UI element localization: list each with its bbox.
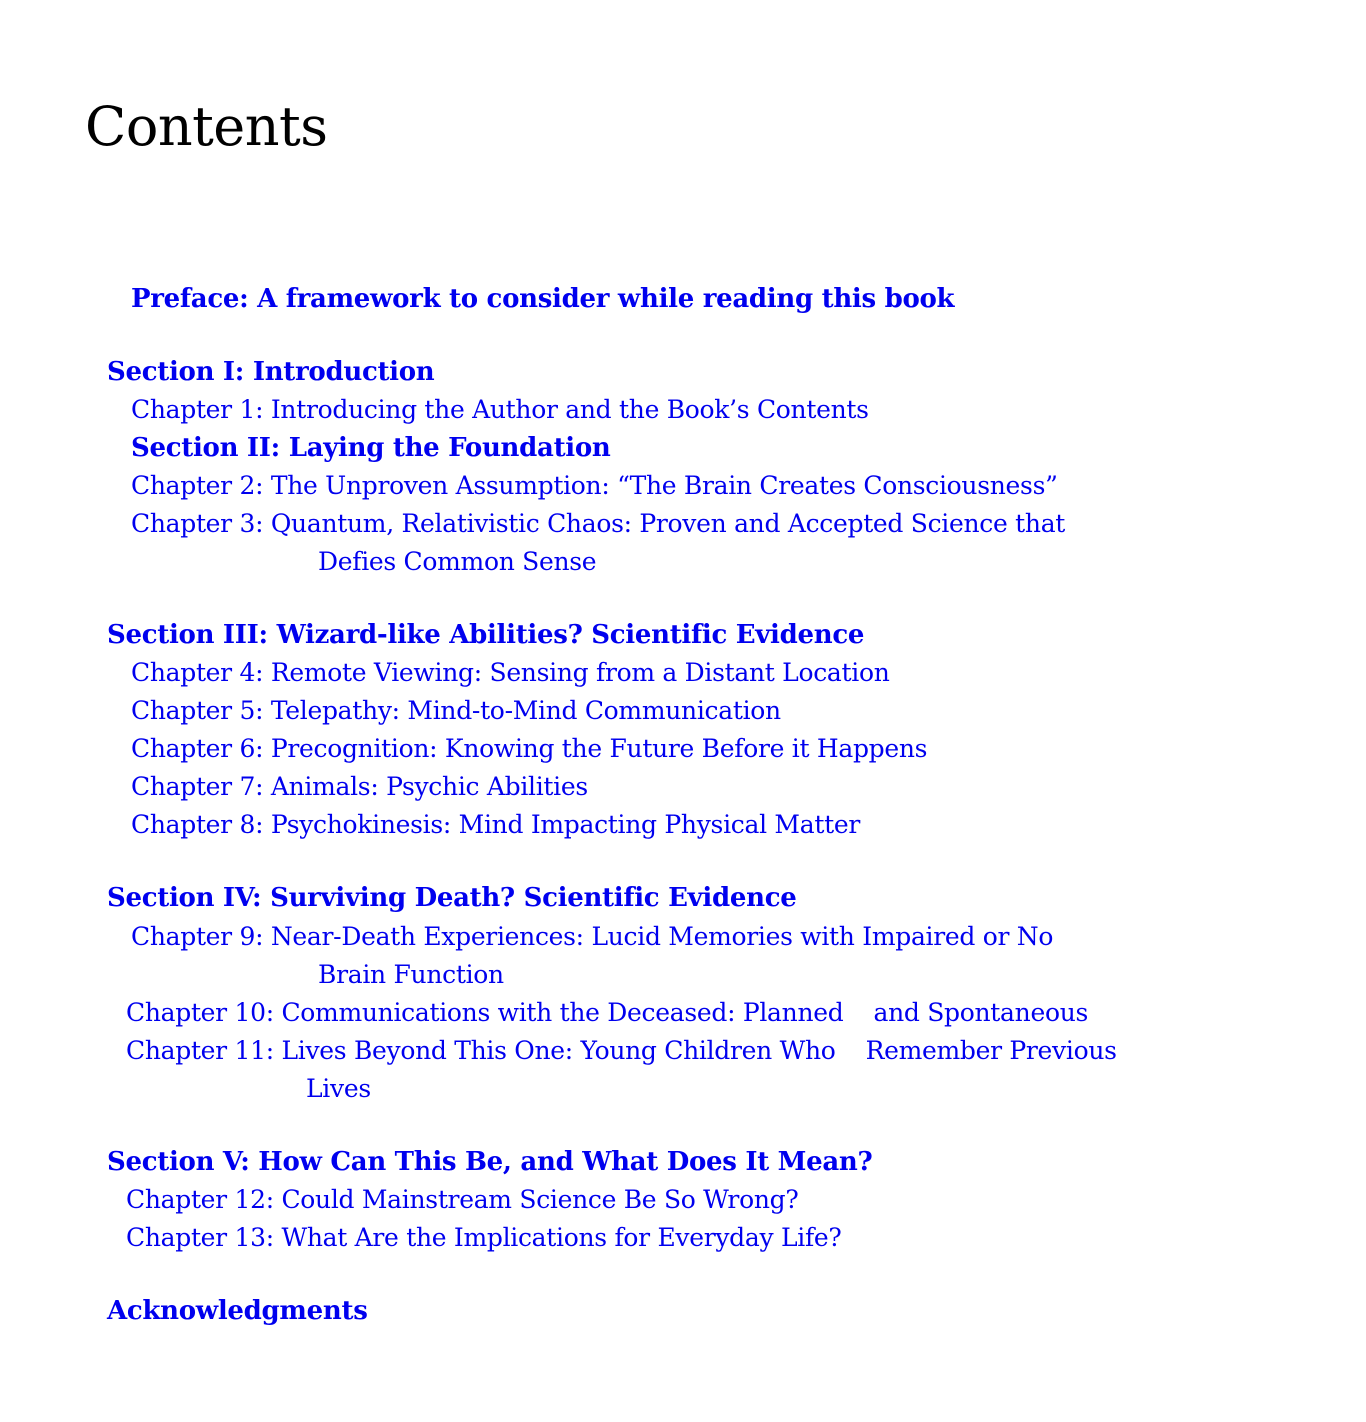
toc-link-chapter-3[interactable]: Chapter 3: Quantum, Relativistic Chaos: Proven and Accepted Science that [131,509,1066,538]
toc-link-chapter-6[interactable]: Chapter 6: Precognition: Knowing the Future Before it Happens [131,734,928,763]
toc-link-section-5[interactable]: Section V: How Can This Be, and What Does It Mean? [107,1147,873,1177]
toc-link-section-2[interactable]: Section II: Laying the Foundation [131,433,611,463]
toc-link-chapter-7[interactable]: Chapter 7: Animals: Psychic Abilities [131,772,588,801]
toc-link-chapter-5[interactable]: Chapter 5: Telepathy: Mind-to-Mind Communication [131,696,781,725]
toc-chapter-10-text-b: and Spontaneous [873,998,1089,1027]
toc-chapter-11-text-b: Remember Previous [865,1036,1117,1065]
toc-link-chapter-9[interactable]: Chapter 9: Near-Death Experiences: Lucid Memories with Impaired or No [131,922,1054,951]
toc-link-chapter-4[interactable]: Chapter 4: Remote Viewing: Sensing from a Distant Location [131,658,890,687]
toc-chapter-11-text-a: Chapter 11: Lives Beyond This One: Young Children Who [126,1036,836,1065]
toc-link-chapter-3-continued[interactable]: Defies Common Sense [318,547,597,576]
toc-link-chapter-11[interactable] [126,1036,1117,1066]
toc-link-chapter-1[interactable]: Chapter 1: Introducing the Author and the Book’s Contents [131,395,869,424]
toc-link-preface[interactable]: Preface: A framework to consider while reading this book [131,284,955,314]
toc-link-acknowledgments[interactable]: Acknowledgments [107,1296,368,1326]
toc-link-section-1[interactable]: Section I: Introduction [107,357,435,387]
toc-link-chapter-10[interactable] [126,998,1088,1028]
toc-link-chapter-8[interactable]: Chapter 8: Psychokinesis: Mind Impacting Physical Matter [131,810,860,839]
page-title: Contents [85,95,328,158]
toc-link-chapter-2[interactable]: Chapter 2: The Unproven Assumption: “The Brain Creates Consciousness” [131,471,1058,500]
toc-chapter-10-text-a: Chapter 10: Communications with the Deceased: Planned [126,998,844,1027]
toc-link-section-3[interactable]: Section III: Wizard-like Abilities? Scientific Evidence [107,620,865,650]
toc-link-chapter-9-continued[interactable]: Brain Function [318,960,504,989]
toc-link-chapter-13[interactable]: Chapter 13: What Are the Implications for Everyday Life? [126,1223,842,1252]
toc-link-section-4[interactable]: Section IV: Surviving Death? Scientific Evidence [107,883,797,913]
toc-link-chapter-11-continued[interactable]: Lives [306,1074,371,1103]
toc-link-chapter-12[interactable]: Chapter 12: Could Mainstream Science Be So Wrong? [126,1185,799,1214]
